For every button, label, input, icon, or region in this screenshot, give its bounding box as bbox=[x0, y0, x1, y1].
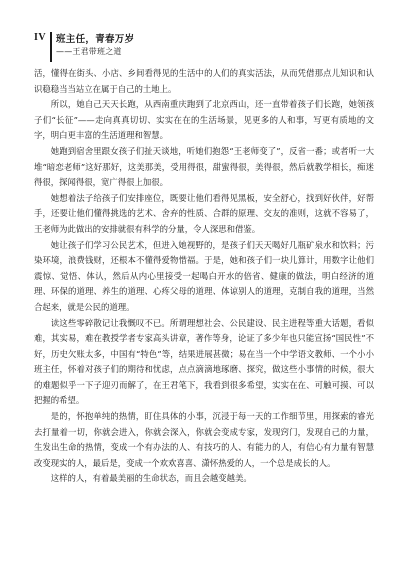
paragraph: 她让孩子们学习公民艺术，但进入她视野的，是孩子们天天喝好几瓶矿泉水和饮料；污染环境，浪费钱财，还根本不懂得爱物惜福。于是，她和孩子们一块儿算计，用数字让他们震惊、觉悟、体认，然后从内心里接受一起喝白开水的倍省、健康的做法，明白经济的道理、环保的道理、养生的道理、心疼父母的道理、体谅别人的道理，克制自我的道理，当然合起来，就是公民的道理。 bbox=[34, 239, 374, 312]
book-title: 班主任，青春万岁 bbox=[56, 34, 135, 45]
header-divider bbox=[50, 32, 52, 62]
running-header bbox=[34, 30, 374, 64]
paragraph: 这样的人，有着最美丽的生命状态，而且会越变越美。 bbox=[50, 473, 252, 484]
page-number: IV bbox=[34, 32, 47, 43]
paragraph: 读这些零碎散记让我慨叹不已。所谓理想社会、公民建设、民主进程等重大话题，看似难，其实易，难在教授学者专家高头讲章，著作等身，论证了多少年也只能宣扬“国民性”不好，历史欠账太多，中国有“特色”等，结果进展甚微；易在当一个中学语文教师、一个小小班主任，怀着对孩子们的期待和忧虑，点点滴滴地琢磨、探究，做这些小事情的时候，很大的难题似乎一下子迎刃而解了，在王君笔下，我看到很多希望，实实在在、可触可摸、可以把握的希望。 bbox=[34, 317, 374, 406]
paragraph: 她想着法子给孩子们安排座位，既要让他们看得见黑板，安全舒心，找到好伙伴，好帮手，还要让他们懂得挑选的艺术、舍弃的性质、合群的原理、交友的准则，这就不容易了，王老师为此做出的安排就很有科学的分量，令人深思和借鉴。 bbox=[34, 192, 374, 234]
paragraph: 所以，她自己天天长跑，从西南重庆跑到了北京西山，还一直带着孩子们长跑，她领孩子们“长征”——走向真真切切、实实在在的生活场景，见更多的人和事，写更有质地的文字，明白更丰富的生活道理和智慧。 bbox=[34, 99, 374, 141]
paragraph: 是的，怀抱单纯的热情，盯住具体的小事，沉浸于每一天的工作细节里，用探索的睿光去打量着一切，你就会进入，你就会深入，你就会变成专家，发现窍门，发现自己的力量，生发出生命的热情，变成一个有办法的人、有技巧的人、有能力的人，有信心有力量有智慧改变现实的人，最后是，变成一个欢欢喜喜、潇怀热爱的人，一个总是成长的人。 bbox=[34, 411, 374, 468]
book-subtitle: ——王君带班之道 bbox=[56, 47, 122, 56]
body-text bbox=[34, 66, 374, 487]
paragraph: 她跑到宿舍里跟女孩子们扯天谈地，听她们抱怨“王老师变了”，反省一番；或者听一大堆“暗恋老师”这好那好，这美那美，受用得很，甜蜜得很，美得很，然后就教学相长，痴迷得很，探闻得很，宽广得很上加很。 bbox=[34, 145, 374, 188]
paragraph: 活，懂得在街头、小店、乡间看得见的生活中的人们的真实活法，从而凭借那点儿知识和认识稳稳当当站立在属于自己的土地上。 bbox=[34, 68, 374, 94]
